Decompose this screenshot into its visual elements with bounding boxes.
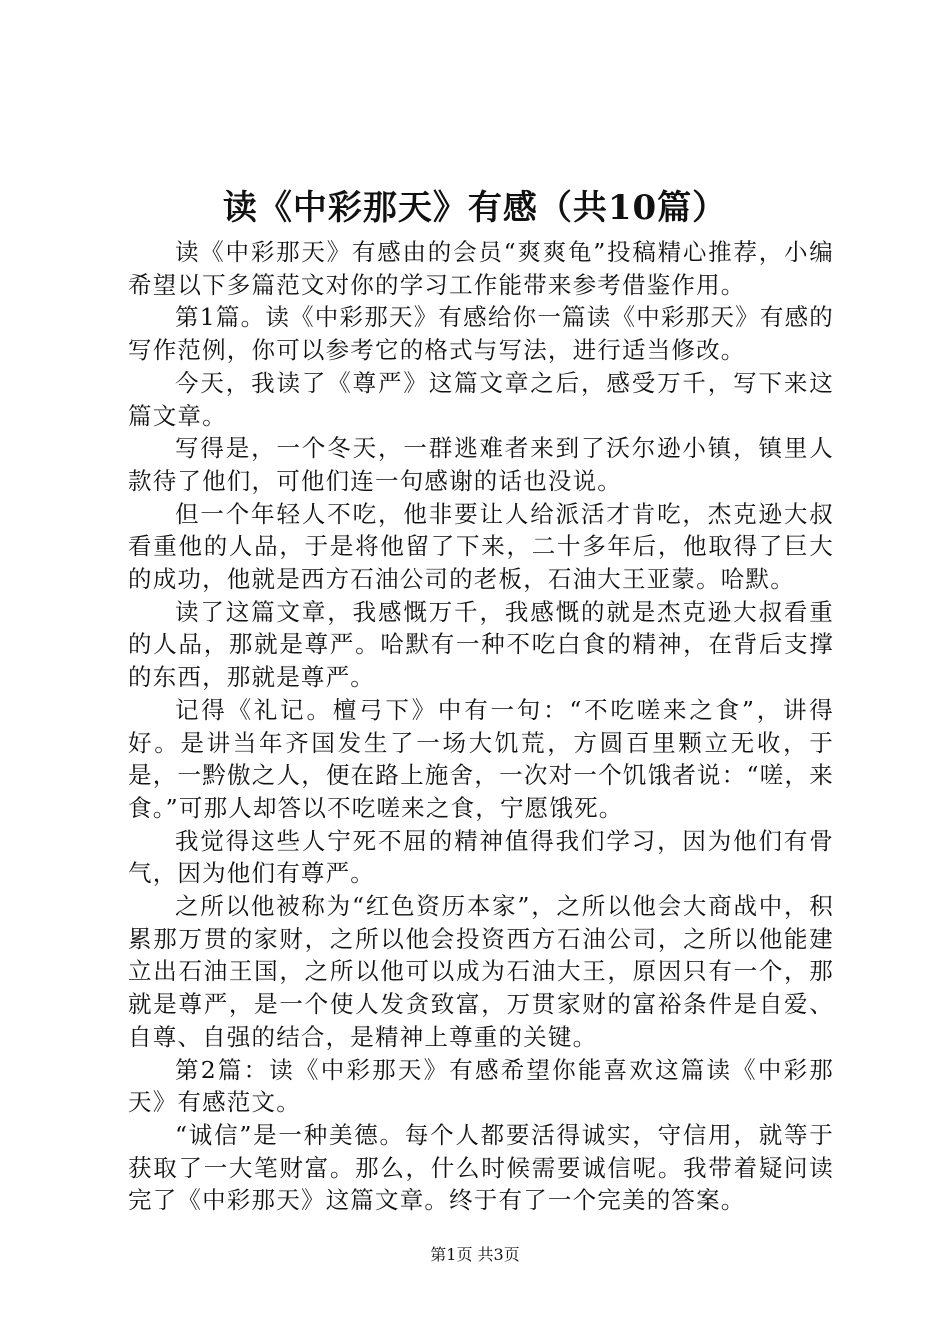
paragraph: 读了这篇文章，我感慨万千，我感慨的就是杰克逊大叔看重的人品，那就是尊严。哈默有一种不吃白食的精神，在背后支撑的东西，那就是尊严。 (128, 597, 834, 692)
document-body (128, 236, 834, 1217)
document-title: 读《中彩那天》有感（共10篇） (222, 188, 728, 228)
paragraph: 写得是，一个冬天，一群逃难者来到了沃尔逊小镇，镇里人款待了他们，可他们连一句感谢的话也没说。 (128, 434, 834, 495)
paragraph: 记得《礼记。檀弓下》中有一句：“不吃嗟来之食”，讲得好。是讲当年齐国发生了一场大饥荒，方圆百里颗立无收，于是，一黔傲之人，便在路上施舍，一次对一个饥饿者说：“嗟，来食。”可那人却答以不吃嗟来之食，宁愿饿死。 (128, 695, 834, 822)
paragraph: 之所以他被称为“红色资历本家”，之所以他会大商战中，积累那万贯的家财，之所以他会投资西方石油公司，之所以他能建立出石油王国，之所以他可以成为石油大王，原因只有一个，那就是尊严，是一个使人发贪致富，万贯家财的富裕条件是自爱、自尊、自强的结合，是精神上尊重的关键。 (128, 892, 834, 1051)
page-footer: 第1页 共3页 (430, 1245, 520, 1264)
paragraph-article-2-heading: 第2篇：读《中彩那天》有感希望你能喜欢这篇读《中彩那天》有感范文。 (128, 1055, 834, 1117)
paragraph: “诚信”是一种美德。每个人都要活得诚实，守信用，就等于获取了一大笔财富。那么，什么时候需要诚信呢。我带着疑问读完了《中彩那天》这篇文章。终于有了一个完美的答案。 (128, 1120, 834, 1215)
paragraph: 今天，我读了《尊严》这篇文章之后，感受万千，写下来这篇文章。 (128, 368, 834, 430)
paragraph: 我觉得这些人宁死不屈的精神值得我们学习，因为他们有骨气，因为他们有尊严。 (128, 826, 834, 888)
paragraph-article-1-heading: 第1篇。读《中彩那天》有感给你一篇读《中彩那天》有感的写作范例，你可以参考它的格式与写法，进行适当修改。 (128, 303, 834, 365)
paragraph-intro: 读《中彩那天》有感由的会员“爽爽龟”投稿精心推荐，小编希望以下多篇范文对你的学习工作能带来参考借鉴作用。 (128, 238, 834, 299)
paragraph: 但一个年轻人不吃，他非要让人给派活才肯吃，杰克逊大叔看重他的人品，于是将他留了下来，二十多年后，他取得了巨大的成功，他就是西方石油公司的老板，石油大王亚蒙。哈默。 (128, 499, 834, 594)
